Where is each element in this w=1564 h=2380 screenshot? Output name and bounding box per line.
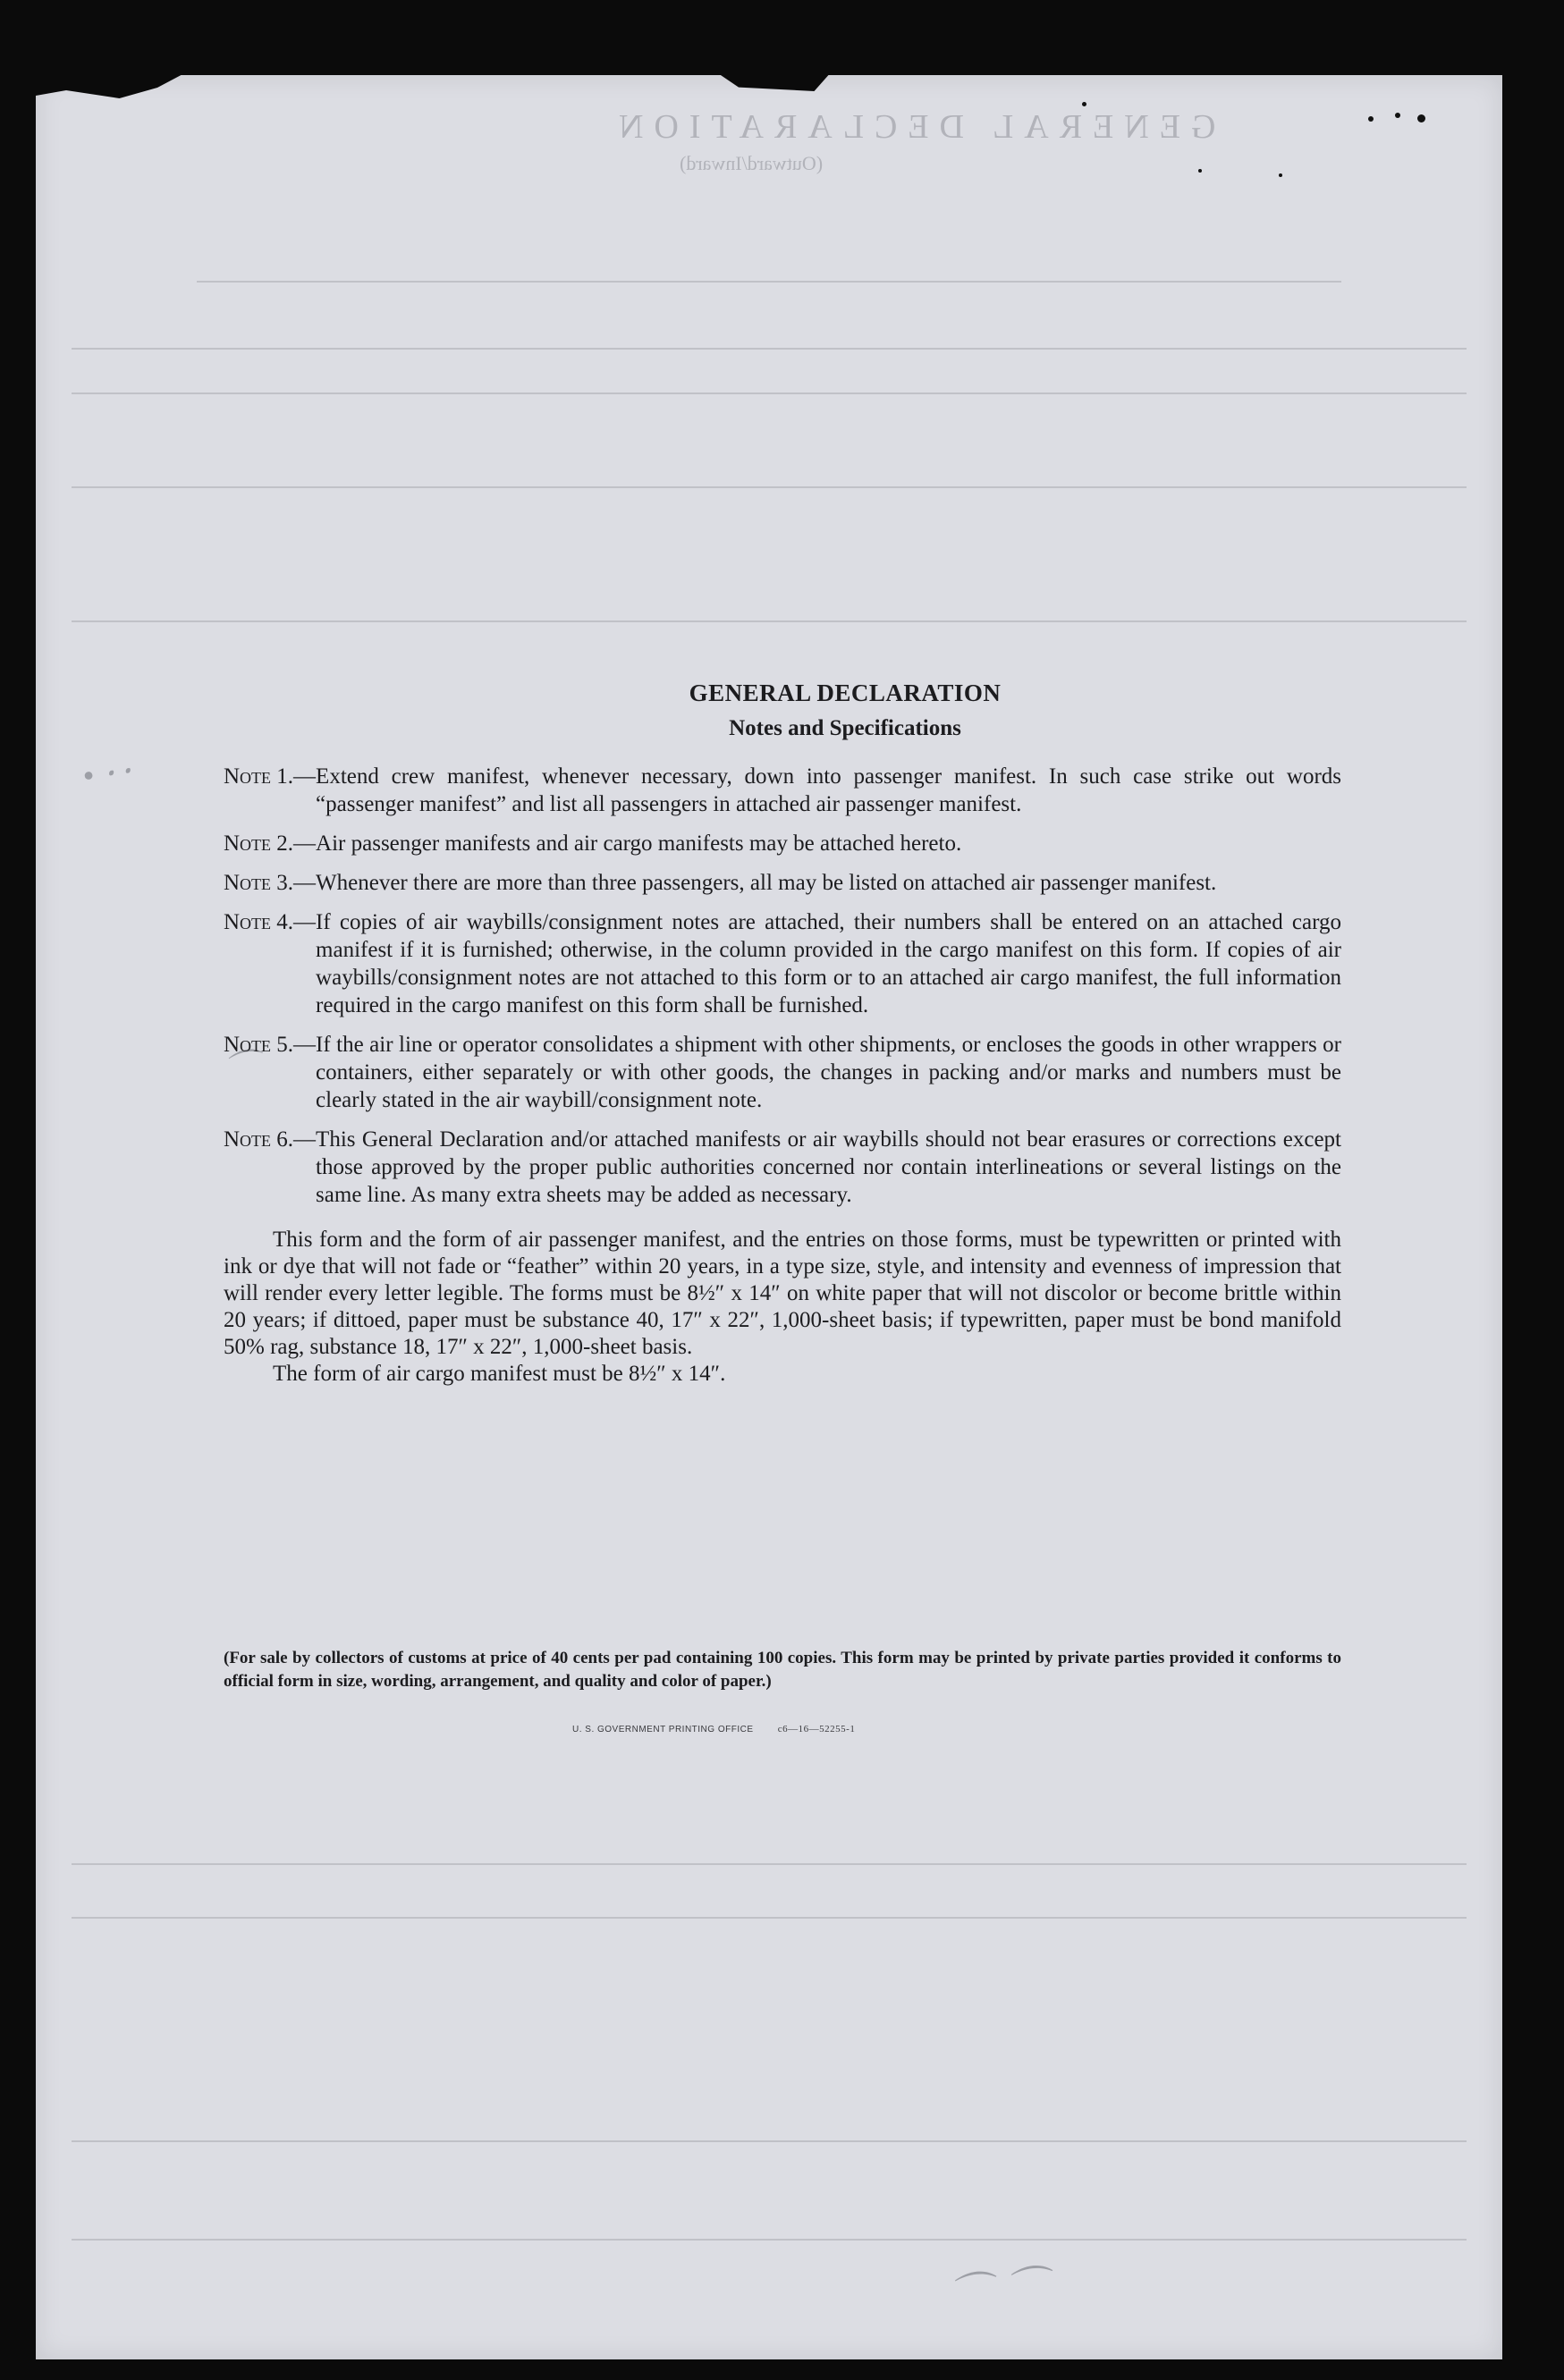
note-text: Air passenger manifests and air cargo manifests may be attached hereto. [316,831,962,856]
show-through-title: GENERAL DECLARATION [608,108,1216,146]
pencil-mark: ⌒ ⌒ [945,2261,1051,2322]
page-subtitle: Notes and Specifications [729,716,961,740]
show-through-line [72,2239,1467,2241]
note-label: Note 3.— [224,871,317,895]
torn-notch [715,72,832,91]
torn-corner [36,72,188,98]
show-through-line [72,348,1467,350]
note-text: Whenever there are more than three passengers, all may be listed on attached air passenger manifest. [316,871,1217,895]
printing-office: U. S. GOVERNMENT PRINTING OFFICE [572,1725,754,1734]
form-requirements-paragraph: This form and the form of air passenger manifest, and the entries on those forms, must be typewritten or printed with ink or dye that will not fade or “feather” within 20 years, in a type size, style, and intensity and evenness of impression that will render every letter legible. The forms must be 8½″ x 14″ on white paper that will not discolor or become brittle within 20 years; if dittoed, paper must be substance 40, 17″ x 22″, 1,000-sheet basis; if typewritten, paper must be bond manifold 50% rag, substance 18, 17″ x 22″, 1,000-sheet basis. [224,1228,1341,1359]
note-label: Note 6.— [224,1127,317,1152]
note-text: Extend crew manifest, whenever necessary, down into passenger manifest. In such case strike out words “passenger manifest” and list all passengers in attached air passenger manifest. [316,764,1341,816]
ink-speck [1279,173,1282,177]
ink-speck [1395,113,1400,118]
pencil-mark: ⌒ [220,1045,264,1093]
note-item [224,908,1341,1019]
note-item [224,1031,1341,1114]
ink-speck [1368,116,1374,122]
show-through-subtitle: (Outward/Inward) [680,152,824,174]
cargo-manifest-size: The form of air cargo manifest must be 8½″ x 14″. [273,1362,726,1386]
sale-notice: (For sale by collectors of customs at price of 40 cents per pad containing 100 copies. This form may be printed by private parties provided it conforms to official form in size, wording, arrangement, and quality and color of paper.) [224,1649,1341,1691]
ink-speck [1417,114,1425,122]
pencil-mark: • ꞏ ꞏ [79,755,132,794]
note-item [224,763,1341,818]
printing-office-line [572,1724,855,1734]
page-title: GENERAL DECLARATION [689,679,1002,706]
note-label: Note 2.— [224,831,317,856]
show-through-line [72,620,1467,622]
note-label: Note 1.— [224,764,317,789]
note-label: Note 5.— [224,1033,317,1057]
ink-speck [1082,102,1086,106]
show-through-line [72,2140,1467,2142]
note-text: This General Declaration and/or attached manifests or air waybills should not bear erasures or corrections except those approved by the proper public authorities concerned nor contain interlineations or several listings on the same line. As many extra sheets may be added as necessary. [316,1127,1341,1207]
note-item [224,830,1341,857]
show-through-line [197,281,1341,283]
printing-code: c6—16—52255-1 [777,1724,856,1734]
note-label: Note 4.— [224,910,317,934]
note-text: If copies of air waybills/consignment notes are attached, their numbers shall be entered on an attached cargo manifest if it is furnished; otherwise, in the column provided in the cargo manifest on this form. If copies of air waybills/consignment notes are not attached to this form or to an attached air cargo manifest, the full information required in the cargo manifest on this form shall be furnished. [316,910,1341,1017]
declaration-notes [215,679,1341,1388]
note-text: If the air line or operator consolidates a shipment with other shipments, or encloses the goods in other wrappers or containers, either separately or with other goods, the changes in packing and/or marks and numbers must be clearly stated in the air waybill/consignment note. [316,1033,1341,1112]
show-through-line [72,1863,1467,1865]
show-through-line [72,1917,1467,1919]
show-through-line [72,486,1467,488]
show-through-line [72,392,1467,394]
note-item [224,869,1341,897]
note-item [224,1126,1341,1209]
ink-speck [1198,169,1202,173]
